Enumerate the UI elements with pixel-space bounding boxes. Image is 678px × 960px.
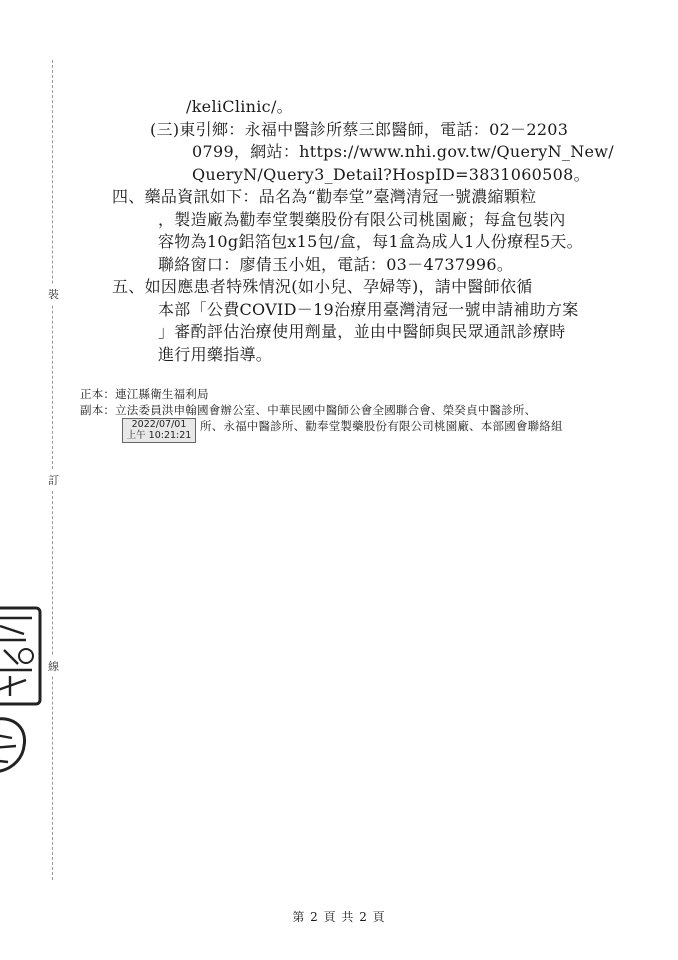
received-timestamp-stamp (122, 418, 196, 443)
body-line-2: (三)東引鄉：永福中醫診所蔡三郎醫師，電話：02－2203 (150, 119, 569, 139)
official-seal-icon (0, 600, 44, 710)
body-line-8: 聯絡窗口：廖倩玉小姐，電話：03－4737996。 (158, 254, 514, 274)
seal-fragment-icon (0, 712, 38, 782)
stamp-time: 上午 10:21:21 (126, 430, 192, 441)
primary-recipient: 正本：連江縣衛生福利局 (80, 387, 209, 401)
copy-recipients-line-2: 所、永福中醫診所、勸奉堂製藥股份有限公司桃園廠、本部國會聯絡組 (200, 419, 563, 433)
body-line-10: 本部「公費COVID－19治療用臺灣清冠一號申請補助方案 (158, 299, 579, 319)
body-line-1: /keliClinic/。 (186, 97, 293, 116)
body-line-6: ，製造廠為勸奉堂製藥股份有限公司桃園廠；每盒包裝內 (158, 209, 566, 229)
page-number: 第 2 頁 共 2 頁 (292, 910, 386, 924)
body-line-9: 五、如因應患者特殊情況(如小兒、孕婦等)，請中醫師依循 (112, 277, 533, 296)
body-line-12: 進行用藥指導。 (158, 344, 273, 364)
stamp-date: 2022/07/01 (131, 419, 187, 430)
body-line-11: 」審酌評估治療使用劑量，並由中醫師與民眾通訊診療時 (158, 322, 566, 341)
body-line-7: 容物為10g鋁箔包x15包/盒，每1盒為成人1人份療程5天。 (158, 232, 583, 251)
body-line-3: 0799，網站：https://www.nhi.gov.tw/QueryN_New/ (192, 142, 614, 161)
body-line-4: QueryN/Query3_Detail?HospID=3831060508。 (192, 164, 590, 184)
binding-mark-top: 裝 (48, 284, 59, 304)
copy-recipients-line-1: 副本：立法委員洪申翰國會辦公室、中華民國中醫師公會全國聯合會、榮癸貞中醫診所、 (80, 403, 537, 417)
body-line-5: 四、藥品資訊如下：品名為“勸奉堂”臺灣清冠一號濃縮顆粒 (112, 187, 537, 206)
binding-mark-middle: 訂 (48, 470, 59, 490)
document-body (112, 96, 612, 366)
binding-mark-bottom: 線 (48, 656, 59, 676)
